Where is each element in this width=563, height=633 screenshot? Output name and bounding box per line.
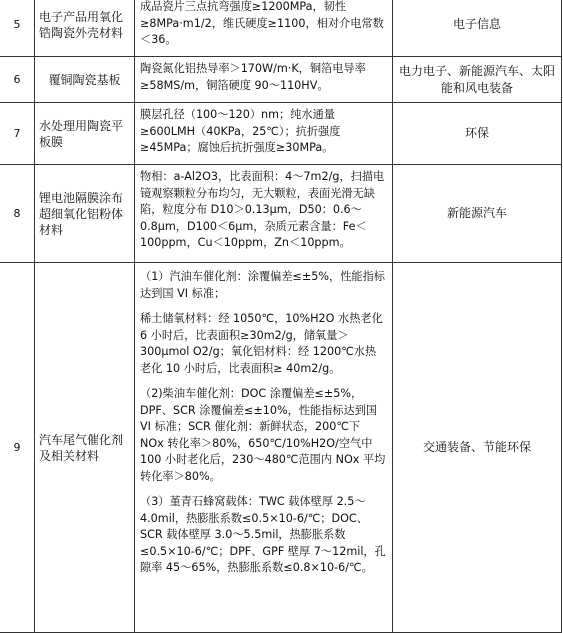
tech-spec: 陶瓷氮化铝热导率＞170W/m·K，铜箔电导率≥58MS/m，铜箔硬度 90～110HV。 [135, 57, 393, 103]
application-field: 电力电子、新能源汽车、太阳能和风电装备 [393, 57, 562, 103]
tech-paragraph: （1）汽油车催化剂：涂覆偏差≤±5%，性能指标达到国 VI 标准； [140, 270, 385, 300]
application-field: 交通装备、节能环保 [393, 263, 562, 633]
tech-spec: 成品瓷片三点抗弯强度≥1200MPa，韧性≥8MPa·m1/2，维氏硬度≥1100，相对介电常数＜36。 [135, 0, 393, 57]
material-name: 水处理用陶瓷平板膜 [35, 103, 135, 165]
row-index: 8 [0, 165, 35, 263]
table-row [0, 263, 562, 633]
material-name: 汽车尾气催化剂及相关材料 [35, 263, 135, 633]
tech-paragraph: 稀土储氧材料：经 1050℃，10%H2O 水热老化 6 小时后，比表面积≥30m2/g，储氧量＞300μmol O2/g；氧化铝材料：经 1200℃水热老化 10 小时后，比表面积≥ 40m2/g。 [140, 312, 383, 375]
row-index: 9 [0, 263, 35, 633]
tech-spec [135, 263, 393, 633]
row-index: 7 [0, 103, 35, 165]
application-field: 环保 [393, 103, 562, 165]
tech-spec: 物相：a-Al2O3，比表面积：4～7m2/g，扫描电镜观察颗粒分布均匀，无大颗粒，表面光滑无缺陷，粒度分布 D10＞0.13μm，D50：0.6～0.8μm，D100＜6μm，杂质元素含量：Fe＜100ppm，Cu＜10ppm，Zn＜10ppm。 [135, 165, 393, 263]
table-row [0, 103, 562, 165]
tech-spec: 膜层孔径（100～120）nm；纯水通量≥600LMH（40KPa，25℃）；抗折强度≥45MPa；腐蚀后抗折强度≥30MPa。 [135, 103, 393, 165]
material-name: 电子产品用氧化锆陶瓷外壳材料 [35, 0, 135, 57]
row-index: 5 [0, 0, 35, 57]
material-name: 锂电池隔膜涂布超细氧化铝粉体材料 [35, 165, 135, 263]
table-row [0, 165, 562, 263]
table-row [0, 57, 562, 103]
application-field: 新能源汽车 [393, 165, 562, 263]
application-field: 电子信息 [393, 0, 562, 57]
material-name: 覆铜陶瓷基板 [35, 57, 135, 103]
tech-paragraph: （3）堇青石蜂窝载体：TWC 载体壁厚 2.5～4.0mil，热膨胀系数≤0.5×10-6/℃；DOC、SCR 载体壁厚 3.0～5.5mil，热膨胀系数≤0.5×10-6/℃；DPF、GPF 壁厚 7～12mil，孔隙率 45～65%，热膨胀系数≤0.8×10-6/℃。 [140, 495, 386, 574]
row-index: 6 [0, 57, 35, 103]
table-row [0, 0, 562, 57]
tech-paragraph: （2)柴油车催化剂：DOC 涂覆偏差≤±5%，DPF、SCR 涂覆偏差≤±10%，性能指标达到国 VI 标准；SCR 催化剂：新鲜状态，200℃下 NOx 转化率＞80%，650℃/10%H2O/空气中 100 小时老化后，230～480℃范围内 NOx 平均转化率＞80%。 [140, 387, 386, 483]
